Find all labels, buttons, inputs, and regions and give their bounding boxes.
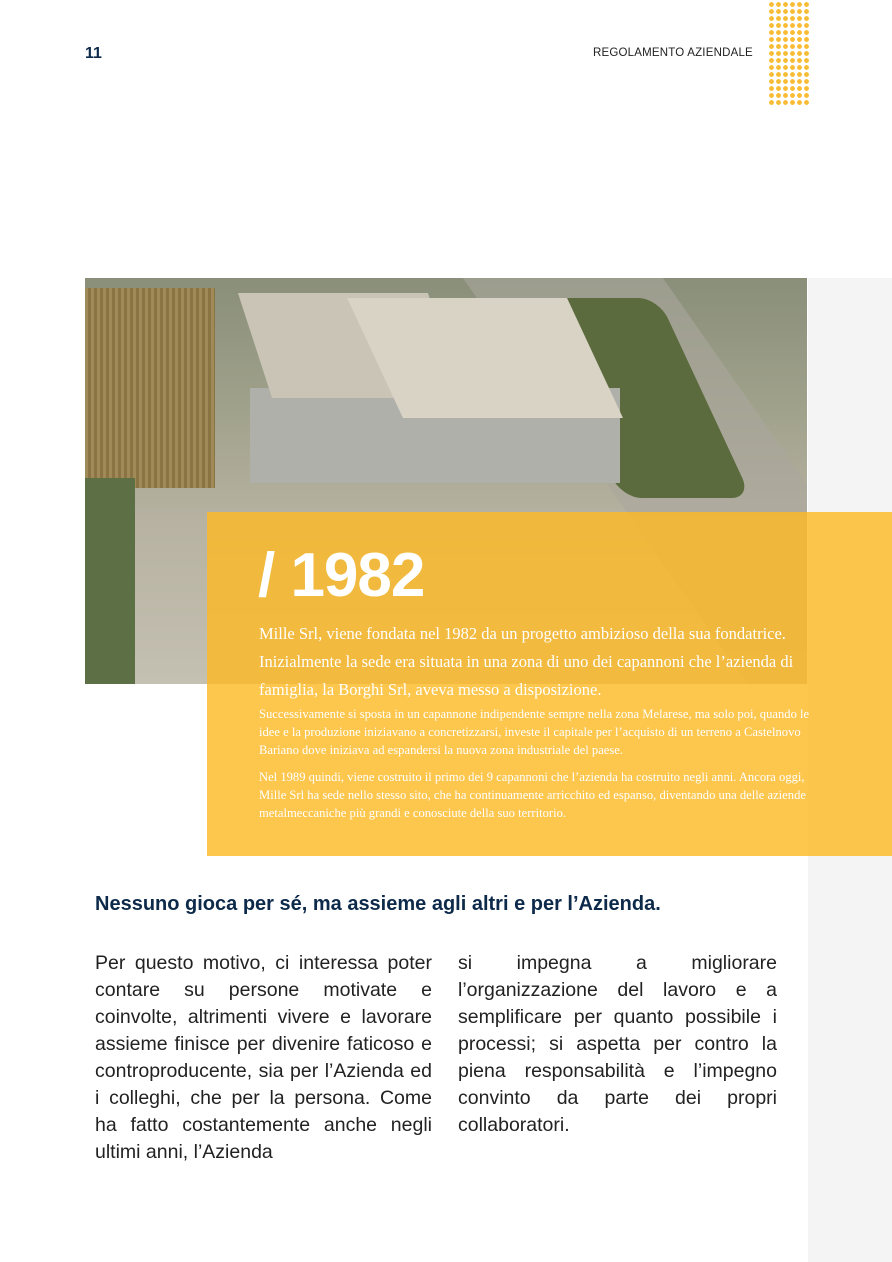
- intro-text: Mille Srl, viene fondata nel 1982 da un progetto ambizioso della sua fondatrice. Inizialmente la sede era situata in una zona di uno dei capannoni che l’azienda di famiglia, la Borghi Srl, aveva messo a disposizione.: [259, 624, 794, 699]
- history-paragraph: Successivamente si sposta in un capannone indipendente sempre nella zona Melarese, ma solo poi, quando le idee e la produzione iniziavano a concretizzarsi, investe il capitale per l’acquisto di un terreno a Castelnovo Bariano dove iniziava ad espandersi la nuova zona industriale del paese.: [259, 707, 810, 757]
- history-paragraph: Nel 1989 quindi, viene costruito il primo dei 9 capannoni che l’azienda ha costruito negli anni. Ancora oggi, Mille Srl ha sede nello stesso sito, che ha continuamente arricchito ed espanso, diventando una delle aziende metalmeccaniche più grandi e conosciute della suo territorio.: [259, 770, 806, 820]
- running-title: REGOLAMENTO AZIENDALE: [593, 47, 753, 59]
- decorative-dot-grid: [768, 1, 810, 107]
- year-heading: / 1982: [258, 541, 425, 610]
- section-heading: Nessuno gioca per sé, ma assieme agli altri e per l’Azienda.: [95, 893, 661, 915]
- page-number: 11: [85, 45, 102, 62]
- history-text: [259, 705, 819, 831]
- body-column-left: Per questo motivo, ci interessa poter contare su persone motivate e coinvolte, altrimenti vivere e lavorare assieme finisce per divenire faticoso e controproducente, sia per l’Azienda ed i colleghi, che per la persona. Come ha fatto costantemente anche negli ultimi anni, l’Azienda: [95, 952, 432, 1163]
- body-column-right: si impegna a migliorare l’organizzazione del lavoro e a semplificare per quanto possibile i processi; si aspetta per contro la piena responsabilità e l’impegno convinto da parte dei propri collaboratori.: [458, 952, 777, 1136]
